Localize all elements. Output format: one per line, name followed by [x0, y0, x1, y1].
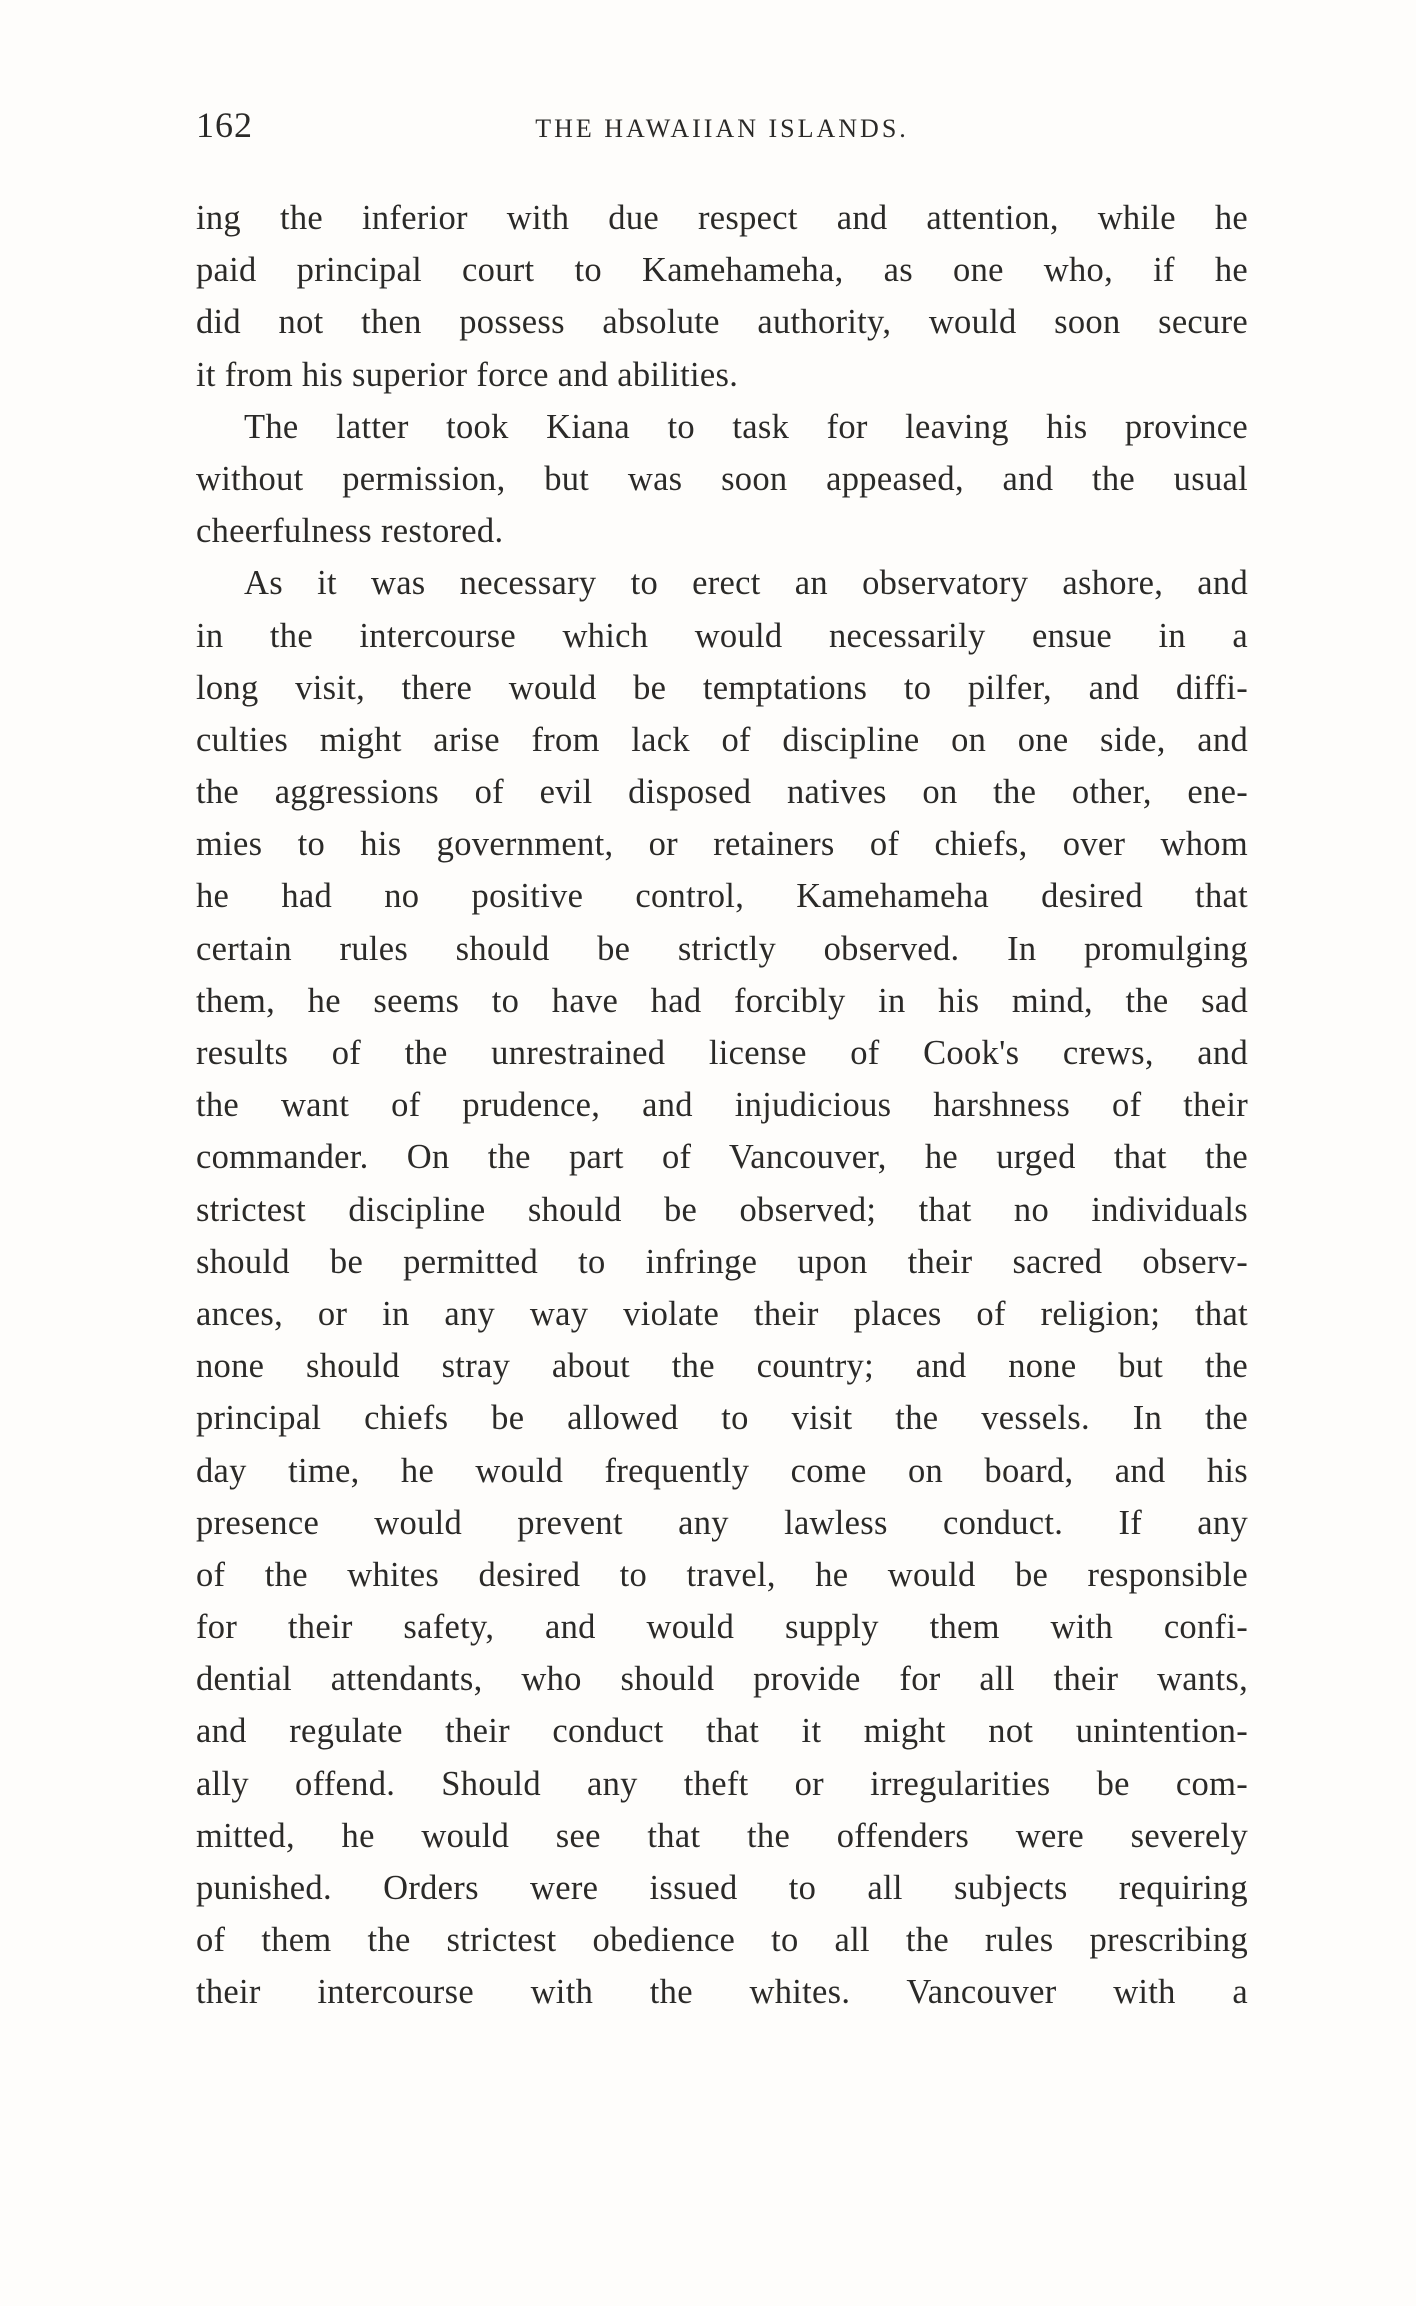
- text-line: mitted, he would see that the offenders were severely: [196, 1816, 1248, 1855]
- text-line: The latter took Kiana to task for leaving his province: [244, 407, 1248, 446]
- text-line: of them the strictest obedience to all the rules prescribing: [196, 1921, 1248, 1960]
- text-line: commander. On the part of Vancouver, he urged that the: [196, 1138, 1248, 1177]
- text-line: cheerfulness restored.: [196, 512, 504, 551]
- page-number: 162: [196, 105, 253, 145]
- text-line: presence would prevent any lawless conduct. If any: [196, 1503, 1248, 1542]
- text-line: mies to his government, or retainers of chiefs, over whom: [196, 825, 1248, 864]
- text-line: ally offend. Should any theft or irregularities be com-: [196, 1764, 1248, 1803]
- body-text: [196, 192, 1248, 2019]
- text-line: As it was necessary to erect an observatory ashore, and: [244, 564, 1248, 603]
- text-line: in the intercourse which would necessarily ensue in a: [196, 616, 1248, 655]
- text-line: the want of prudence, and injudicious harshness of their: [196, 1086, 1248, 1125]
- text-line: day time, he would frequently come on board, and his: [196, 1451, 1248, 1490]
- text-line: ances, or in any way violate their places of religion; that: [196, 1294, 1248, 1333]
- text-line: it from his superior force and abilities.: [196, 355, 739, 394]
- text-line: long visit, there would be temptations to pilfer, and diffi-: [196, 668, 1248, 707]
- text-line: dential attendants, who should provide for all their wants,: [196, 1660, 1248, 1699]
- text-line: of the whites desired to travel, he would be responsible: [196, 1555, 1248, 1594]
- text-line: he had no positive control, Kamehameha desired that: [196, 877, 1248, 916]
- text-line: culties might arise from lack of discipline on one side, and: [196, 720, 1248, 759]
- text-line: and regulate their conduct that it might not unintention-: [196, 1712, 1248, 1751]
- text-line: principal chiefs be allowed to visit the vessels. In the: [196, 1399, 1248, 1438]
- running-head: [196, 104, 1248, 154]
- text-line: none should stray about the country; and none but the: [196, 1347, 1248, 1386]
- text-line: the aggressions of evil disposed natives on the other, ene-: [196, 773, 1248, 812]
- text-line: should be permitted to infringe upon their sacred observ-: [196, 1242, 1248, 1281]
- running-title: THE HAWAIIAN ISLANDS.: [535, 114, 909, 143]
- text-line: for their safety, and would supply them with confi-: [196, 1608, 1248, 1647]
- text-line: without permission, but was soon appeased, and the usual: [196, 459, 1248, 498]
- text-line: their intercourse with the whites. Vancouver with a: [196, 1973, 1248, 2012]
- text-line: strictest discipline should be observed; that no individuals: [196, 1190, 1248, 1229]
- text-line: ing the inferior with due respect and attention, while he: [196, 199, 1248, 237]
- text-line: results of the unrestrained license of Cook's crews, and: [196, 1034, 1248, 1072]
- text-line: them, he seems to have had forcibly in his mind, the sad: [196, 981, 1248, 1020]
- text-line: paid principal court to Kamehameha, as one who, if he: [196, 251, 1248, 290]
- text-line: punished. Orders were issued to all subjects requiring: [196, 1869, 1248, 1907]
- text-line: certain rules should be strictly observed. In promulging: [196, 929, 1248, 968]
- text-line: did not then possess absolute authority, would soon secure: [196, 303, 1248, 342]
